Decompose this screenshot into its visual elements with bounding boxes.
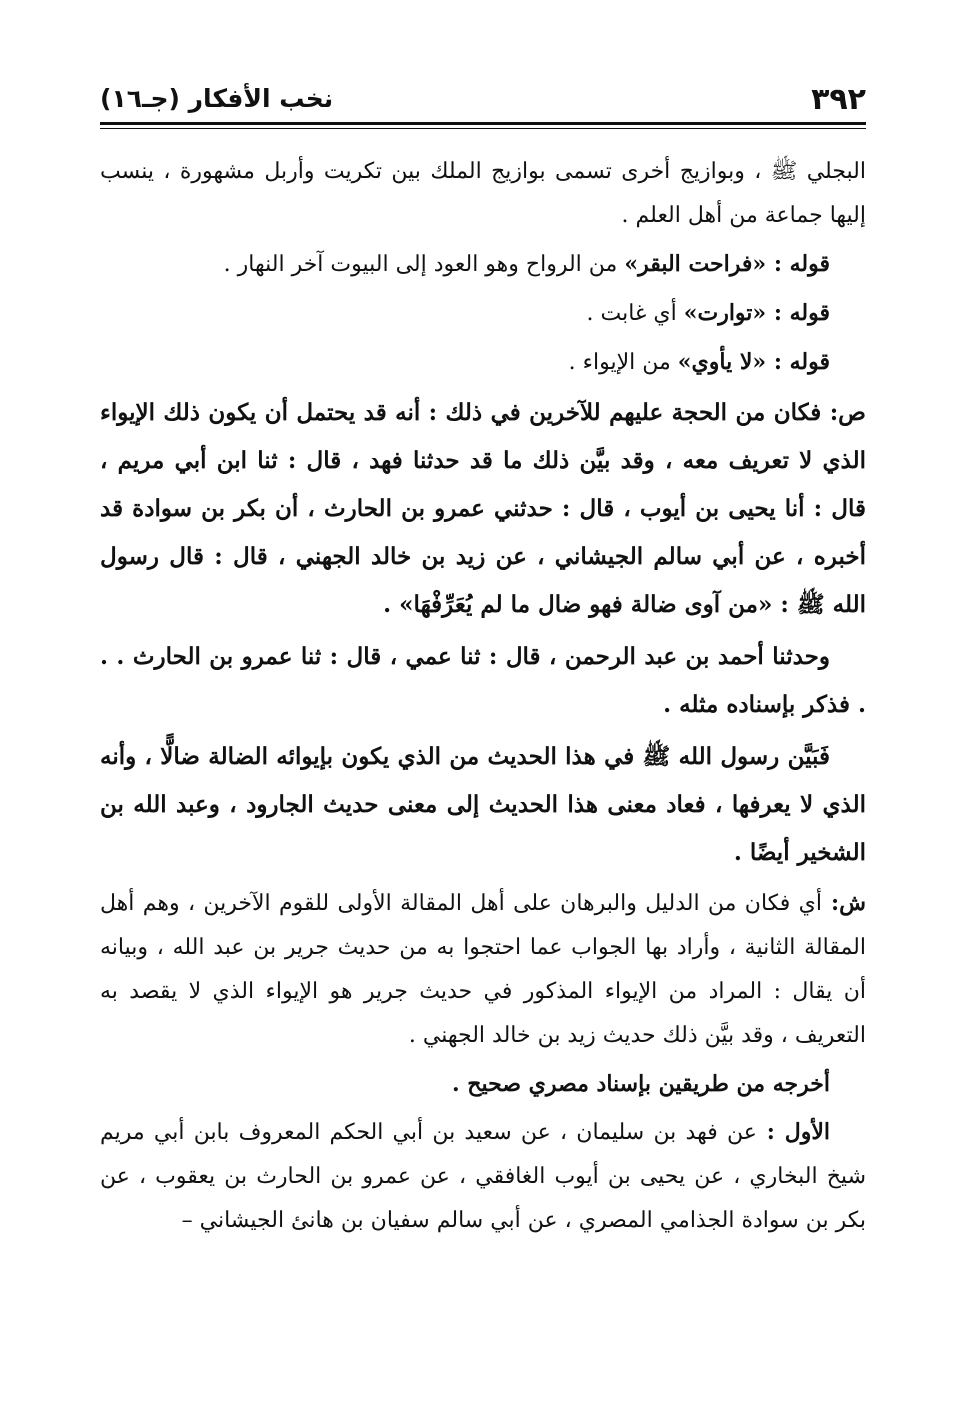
- paragraph-text: فكان من الحجة عليهم للآخرين في ذلك : أنه قد يحتمل أن يكون ذلك الإيواء الذي لا تعريف معه ، وقد بيَّن ذلك ما قد حدثنا فهد ، قال : ثنا ابن أبي مريم ، قال : أنا يحيى بن أيوب ، قال : حدثني عمرو بن الحارث ، أن بكر بن سوادة قد أخبره ، عن أبي سالم الجيشاني ، عن زيد بن خالد الجهني ، قال : قال رسول الله ﷺ : «من آوى ضالة فهو ضال ما لم يُعَرِّفْهَا» .: [100, 399, 866, 618]
- paragraph-lead: ش:: [822, 890, 866, 916]
- paragraph-text: من الرواح وهو العود إلى البيوت آخر النهار .: [223, 252, 625, 277]
- paragraph-lead: الأول :: [756, 1119, 830, 1145]
- page-header: [100, 78, 866, 124]
- quoted-term: «فراحت البقر»: [624, 251, 767, 277]
- paragraph-text: البجلي ﷺ ، وبوازيج أخرى تسمى بوازيج الملك بين تكريت وأربل مشهورة ، ينسب إليها جماعة من أهل العلم .: [100, 159, 867, 228]
- page-body: [100, 150, 866, 1247]
- paragraph-lead: قوله :: [766, 349, 830, 375]
- paragraph-text: أي غابت .: [586, 301, 684, 326]
- paragraph-text: أي فكان من الدليل والبرهان على أهل المقالة الأولى للقوم الآخرين ، وهم أهل المقالة الثانية ، وأراد بها الجواب عما احتجوا به من حديث جرير بن عبد الله ، وبيانه أن يقال : المراد من الإيواء المذكور في حديث جرير هو الإيواء الذي لا يقصد به التعريف ، وقد بيَّن ذلك حديث زيد بن خالد الجهني .: [100, 891, 866, 1048]
- paragraph-sad: [100, 389, 866, 629]
- quoted-term: «لا يأوي»: [677, 349, 767, 375]
- paragraph-text: فَبَيَّن رسول الله ﷺ في هذا الحديث من الذي يكون بإيوائه الضالة ضالًّا ، وأنه الذي لا يعرفها ، فعاد معنى هذا الحديث إلى معنى حديث الجارود ، وعبد الله بن الشخير أيضًا .: [100, 743, 866, 866]
- paragraph-akhrajahu: [100, 1062, 866, 1106]
- paragraph-text: عن فهد بن سليمان ، عن سعيد بن أبي الحكم المعروف بابن أبي مريم شيخ البخاري ، عن يحيى بن أيوب الغافقي ، عن عمرو بن الحارث بن يعقوب ، عن بكر بن سوادة الجذامي المصري ، عن أبي سالم سفيان بن هانئ الجيشاني –: [100, 1120, 866, 1233]
- paragraph-bajali: [100, 150, 866, 238]
- paragraph-al-awwal: [100, 1110, 866, 1243]
- paragraph-text: من الإيواء .: [568, 350, 678, 375]
- paragraph-qawluhu-1: [100, 242, 866, 287]
- paragraph-lead: ص:: [821, 399, 866, 426]
- paragraph-lead: قوله :: [766, 251, 830, 277]
- paragraph-shin: [100, 881, 866, 1058]
- page-number: ٣٩٢: [811, 82, 866, 117]
- header-rule-thick: [100, 122, 866, 125]
- paragraph-qawluhu-2: [100, 291, 866, 336]
- paragraph-lead: قوله :: [766, 300, 830, 326]
- paragraph-qawluhu-3: [100, 340, 866, 385]
- paragraph-text: وحدثنا أحمد بن عبد الرحمن ، قال : ثنا عمي ، قال : ثنا عمرو بن الحارث . . . فذكر بإسناده مثله .: [100, 643, 866, 718]
- running-title: نخب الأفكار (جـ١٦): [100, 84, 334, 113]
- paragraph-haddathana: [100, 633, 866, 729]
- paragraph-fabayyana: [100, 733, 866, 877]
- header-rule-thin: [100, 128, 866, 129]
- quoted-term: «توارت»: [683, 300, 767, 326]
- paragraph-text: أخرجه من طريقين بإسناد مصري صحيح .: [451, 1071, 830, 1097]
